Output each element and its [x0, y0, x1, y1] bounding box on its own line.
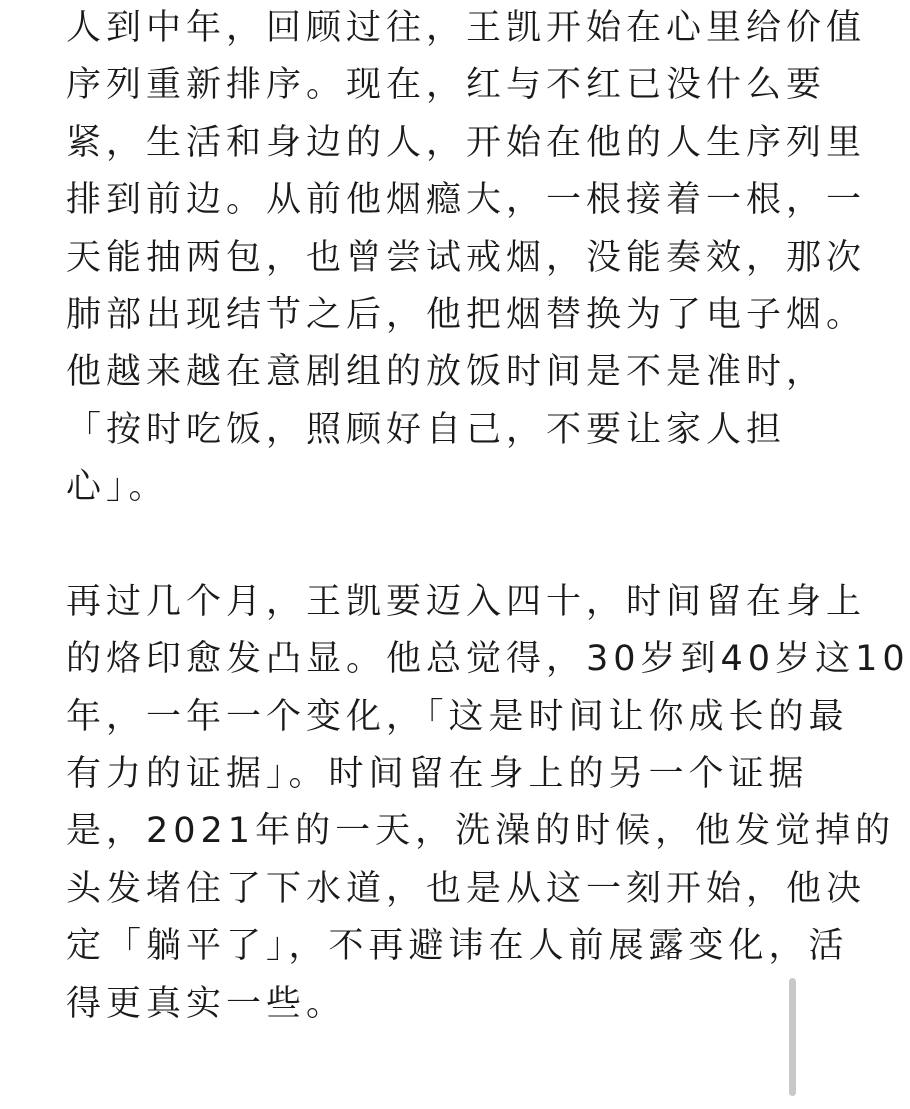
text-line: 心」。 [66, 467, 169, 508]
vertical-scrollbar[interactable] [789, 978, 796, 1096]
paragraph-spacer [66, 517, 746, 574]
text-line: 排到前边。从前他烟瘾大，一根接着一根，一 [66, 180, 867, 221]
text-line: 人到中年，回顾过往，王凯开始在心里给价值 [66, 8, 867, 48]
text-line: 年，一年一个变化，「这是时间让你成长的最 [66, 696, 849, 737]
paragraph-2 [66, 574, 910, 1033]
text-line: 再过几个月，王凯要迈入四十，时间留在身上 [66, 581, 867, 622]
article-body [66, 0, 910, 1033]
text-line: 的烙印愈发凸显。他总觉得，30岁到40岁这10 [66, 639, 910, 680]
text-line: 紧，生活和身边的人，开始在他的人生序列里 [66, 122, 867, 163]
text-line: 是，2021年的一天，洗澡的时候，他发觉掉的 [66, 811, 896, 852]
text-line: 得更真实一些。 [66, 983, 347, 1024]
text-line: 「按时吃饭，照顾好自己，不要让家人担 [66, 409, 787, 450]
text-line: 头发堵住了下水道，也是从这一刻开始，他决 [66, 868, 867, 909]
text-line: 有力的证据」。时间留在身上的另一个证据 [66, 754, 809, 795]
text-line: 序列重新排序。现在，红与不红已没什么要 [66, 65, 827, 106]
paragraph-1 [66, 0, 867, 517]
text-line: 天能抽两包，也曾尝试戒烟，没能奏效，那次 [66, 237, 867, 278]
text-line: 他越来越在意剧组的放饭时间是不是准时， [66, 352, 827, 393]
text-line: 肺部出现结节之后，他把烟替换为了电子烟。 [66, 294, 867, 335]
text-line: 定「躺平了」，不再避讳在人前展露变化，活 [66, 926, 849, 967]
